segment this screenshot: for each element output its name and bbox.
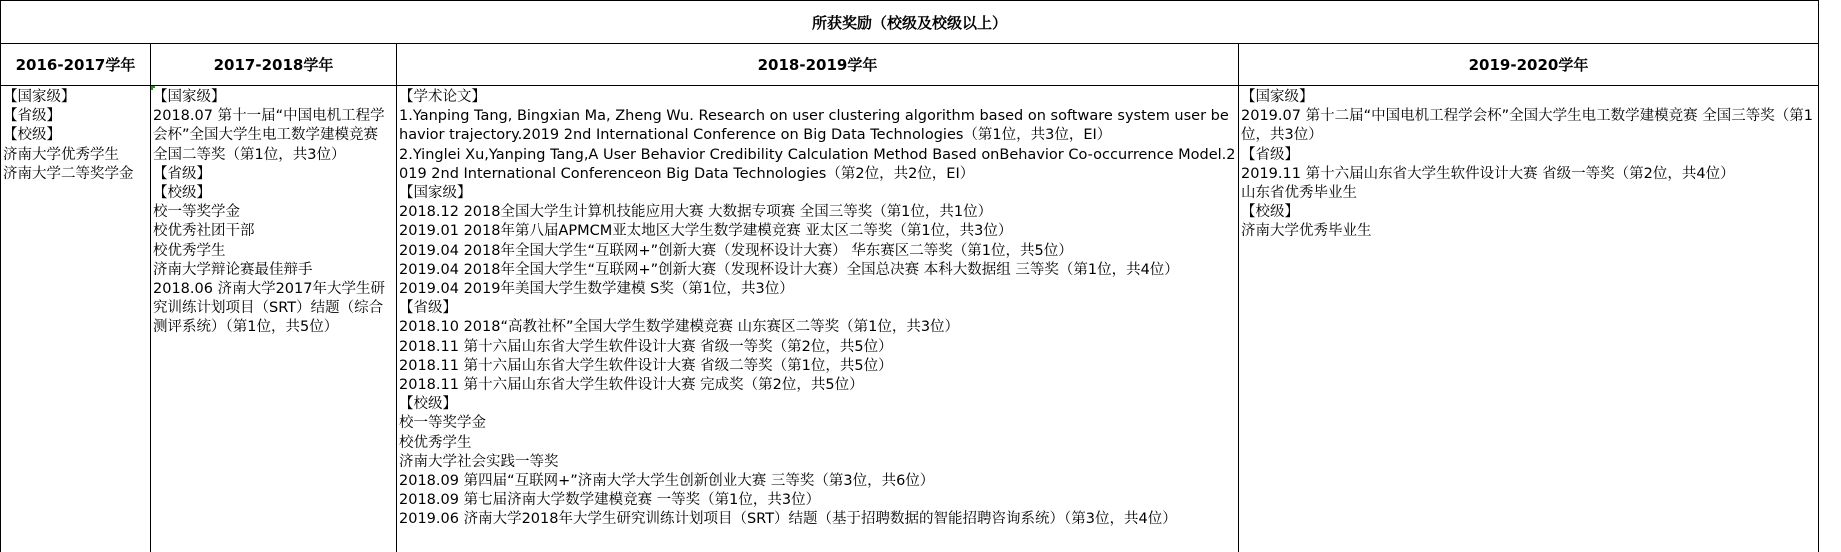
award-line: 【国家级】 xyxy=(399,185,472,202)
award-line: 校优秀社团干部 xyxy=(153,223,255,240)
cell-selection-marker xyxy=(151,86,155,90)
award-line: 校优秀学生 xyxy=(399,434,472,451)
award-line: 【校级】 xyxy=(399,396,457,413)
award-line: 2019.07 第十二届“中国电机工程学会杯”全国大学生电工数学建模竞赛 全国三等奖（第1位，共3位） xyxy=(1241,108,1813,144)
award-line: 2018.09 第七届济南大学数学建模竞赛 一等奖（第1位，共3位） xyxy=(399,492,821,509)
award-line: 2018.06 济南大学2017年大学生研究训练计划项目（SRT）结题（综合测评系统）（第1位，共5位） xyxy=(153,281,385,336)
award-line: 【校级】 xyxy=(1241,204,1299,221)
award-line: 【校级】 xyxy=(3,127,61,144)
table-title[interactable]: 所获奖励（校级及校级以上） xyxy=(0,0,1819,44)
award-line: 济南大学辩论赛最佳辩手 xyxy=(153,261,313,278)
award-line: 【国家级】 xyxy=(153,89,226,105)
award-line: 【省级】 xyxy=(3,108,61,125)
award-line: 2019.04 2018年全国大学生“互联网+”创新大赛（发现杯设计大赛） 华东赛区二等奖（第1位，共5位） xyxy=(399,242,1073,259)
award-line: 2018.12 2018全国大学生计算机技能应用大赛 大数据专项赛 全国三等奖（第1位，共1位） xyxy=(399,204,993,221)
award-line: 2018.07 第十一届“中国电机工程学会杯”全国大学生电工数学建模竞赛 全国二等奖（第1位，共3位） xyxy=(153,108,385,163)
award-line: 山东省优秀毕业生 xyxy=(1241,185,1357,202)
header-2018-2019[interactable]: 2018-2019学年 xyxy=(397,44,1239,86)
award-line: 2018.09 第四届“互联网+”济南大学大学生创新创业大赛 三等奖（第3位，共6位） xyxy=(399,473,935,490)
award-line: 2018.11 第十六届山东省大学生软件设计大赛 省级二等奖（第1位，共5位） xyxy=(399,357,893,374)
award-line: 2018.11 第十六届山东省大学生软件设计大赛 完成奖（第2位，共5位） xyxy=(399,377,864,394)
paper-line: 1.Yanping Tang, Bingxian Ma, Zheng Wu. Research on user clustering algorithm based on software system user behavior trajectory.2019 2nd International Conference on Big Data Technologies（第1位，共3位，EI） xyxy=(399,108,1229,144)
award-line: 【省级】 xyxy=(1241,146,1299,163)
award-line: 【省级】 xyxy=(153,165,211,182)
award-line: 2018.10 2018“高教社杯”全国大学生数学建模竞赛 山东赛区二等奖（第1位，共3位） xyxy=(399,319,960,336)
award-line: 济南大学社会实践一等奖 xyxy=(399,453,559,470)
award-line: 济南大学优秀学生 xyxy=(3,146,119,163)
cell-2016-2017-awards[interactable] xyxy=(0,86,151,552)
award-line: 【国家级】 xyxy=(3,89,76,105)
award-line: 校一等奖学金 xyxy=(399,415,486,432)
header-2019-2020[interactable]: 2019-2020学年 xyxy=(1239,44,1819,86)
cell-2019-2020-awards[interactable] xyxy=(1239,86,1819,552)
award-line: 济南大学优秀毕业生 xyxy=(1241,223,1372,240)
paper-line: 2.Yinglei Xu,Yanping Tang,A User Behavior Credibility Calculation Method Based onBehavior Co-occurrence Model.2019 2nd International Conferenceon Big Data Technologies（第2位，共2位，EI） xyxy=(399,146,1236,182)
award-line: 校一等奖学金 xyxy=(153,204,240,221)
award-line: 2019.11 第十六届山东省大学生软件设计大赛 省级一等奖（第2位，共4位） xyxy=(1241,165,1735,182)
award-line: 济南大学二等奖学金 xyxy=(3,165,134,182)
award-line: 【学术论文】 xyxy=(399,89,486,105)
cell-2017-2018-awards[interactable] xyxy=(151,86,397,552)
award-line: 2019.01 2018年第八届APMCM亚太地区大学生数学建模竞赛 亚太区二等奖（第1位，共3位） xyxy=(399,223,1013,240)
award-line: 【国家级】 xyxy=(1241,89,1314,105)
header-2016-2017[interactable]: 2016-2017学年 xyxy=(0,44,151,86)
award-line: 2019.04 2018年全国大学生“互联网+”创新大赛（发现杯设计大赛）全国总决赛 本科大数据组 三等奖（第1位，共4位） xyxy=(399,261,1179,278)
award-line: 2018.11 第十六届山东省大学生软件设计大赛 省级一等奖（第2位，共5位） xyxy=(399,338,893,355)
award-line: 【省级】 xyxy=(399,300,457,317)
award-line: 2019.04 2019年美国大学生数学建模 S奖（第1位，共3位） xyxy=(399,281,794,298)
award-line: 2019.06 济南大学2018年大学生研究训练计划项目（SRT）结题（基于招聘数据的智能招聘咨询系统）（第3位，共4位） xyxy=(399,511,1177,528)
header-2017-2018[interactable]: 2017-2018学年 xyxy=(151,44,397,86)
award-line: 校优秀学生 xyxy=(153,242,226,259)
award-line: 【校级】 xyxy=(153,185,211,202)
cell-2018-2019-awards[interactable] xyxy=(397,86,1239,552)
